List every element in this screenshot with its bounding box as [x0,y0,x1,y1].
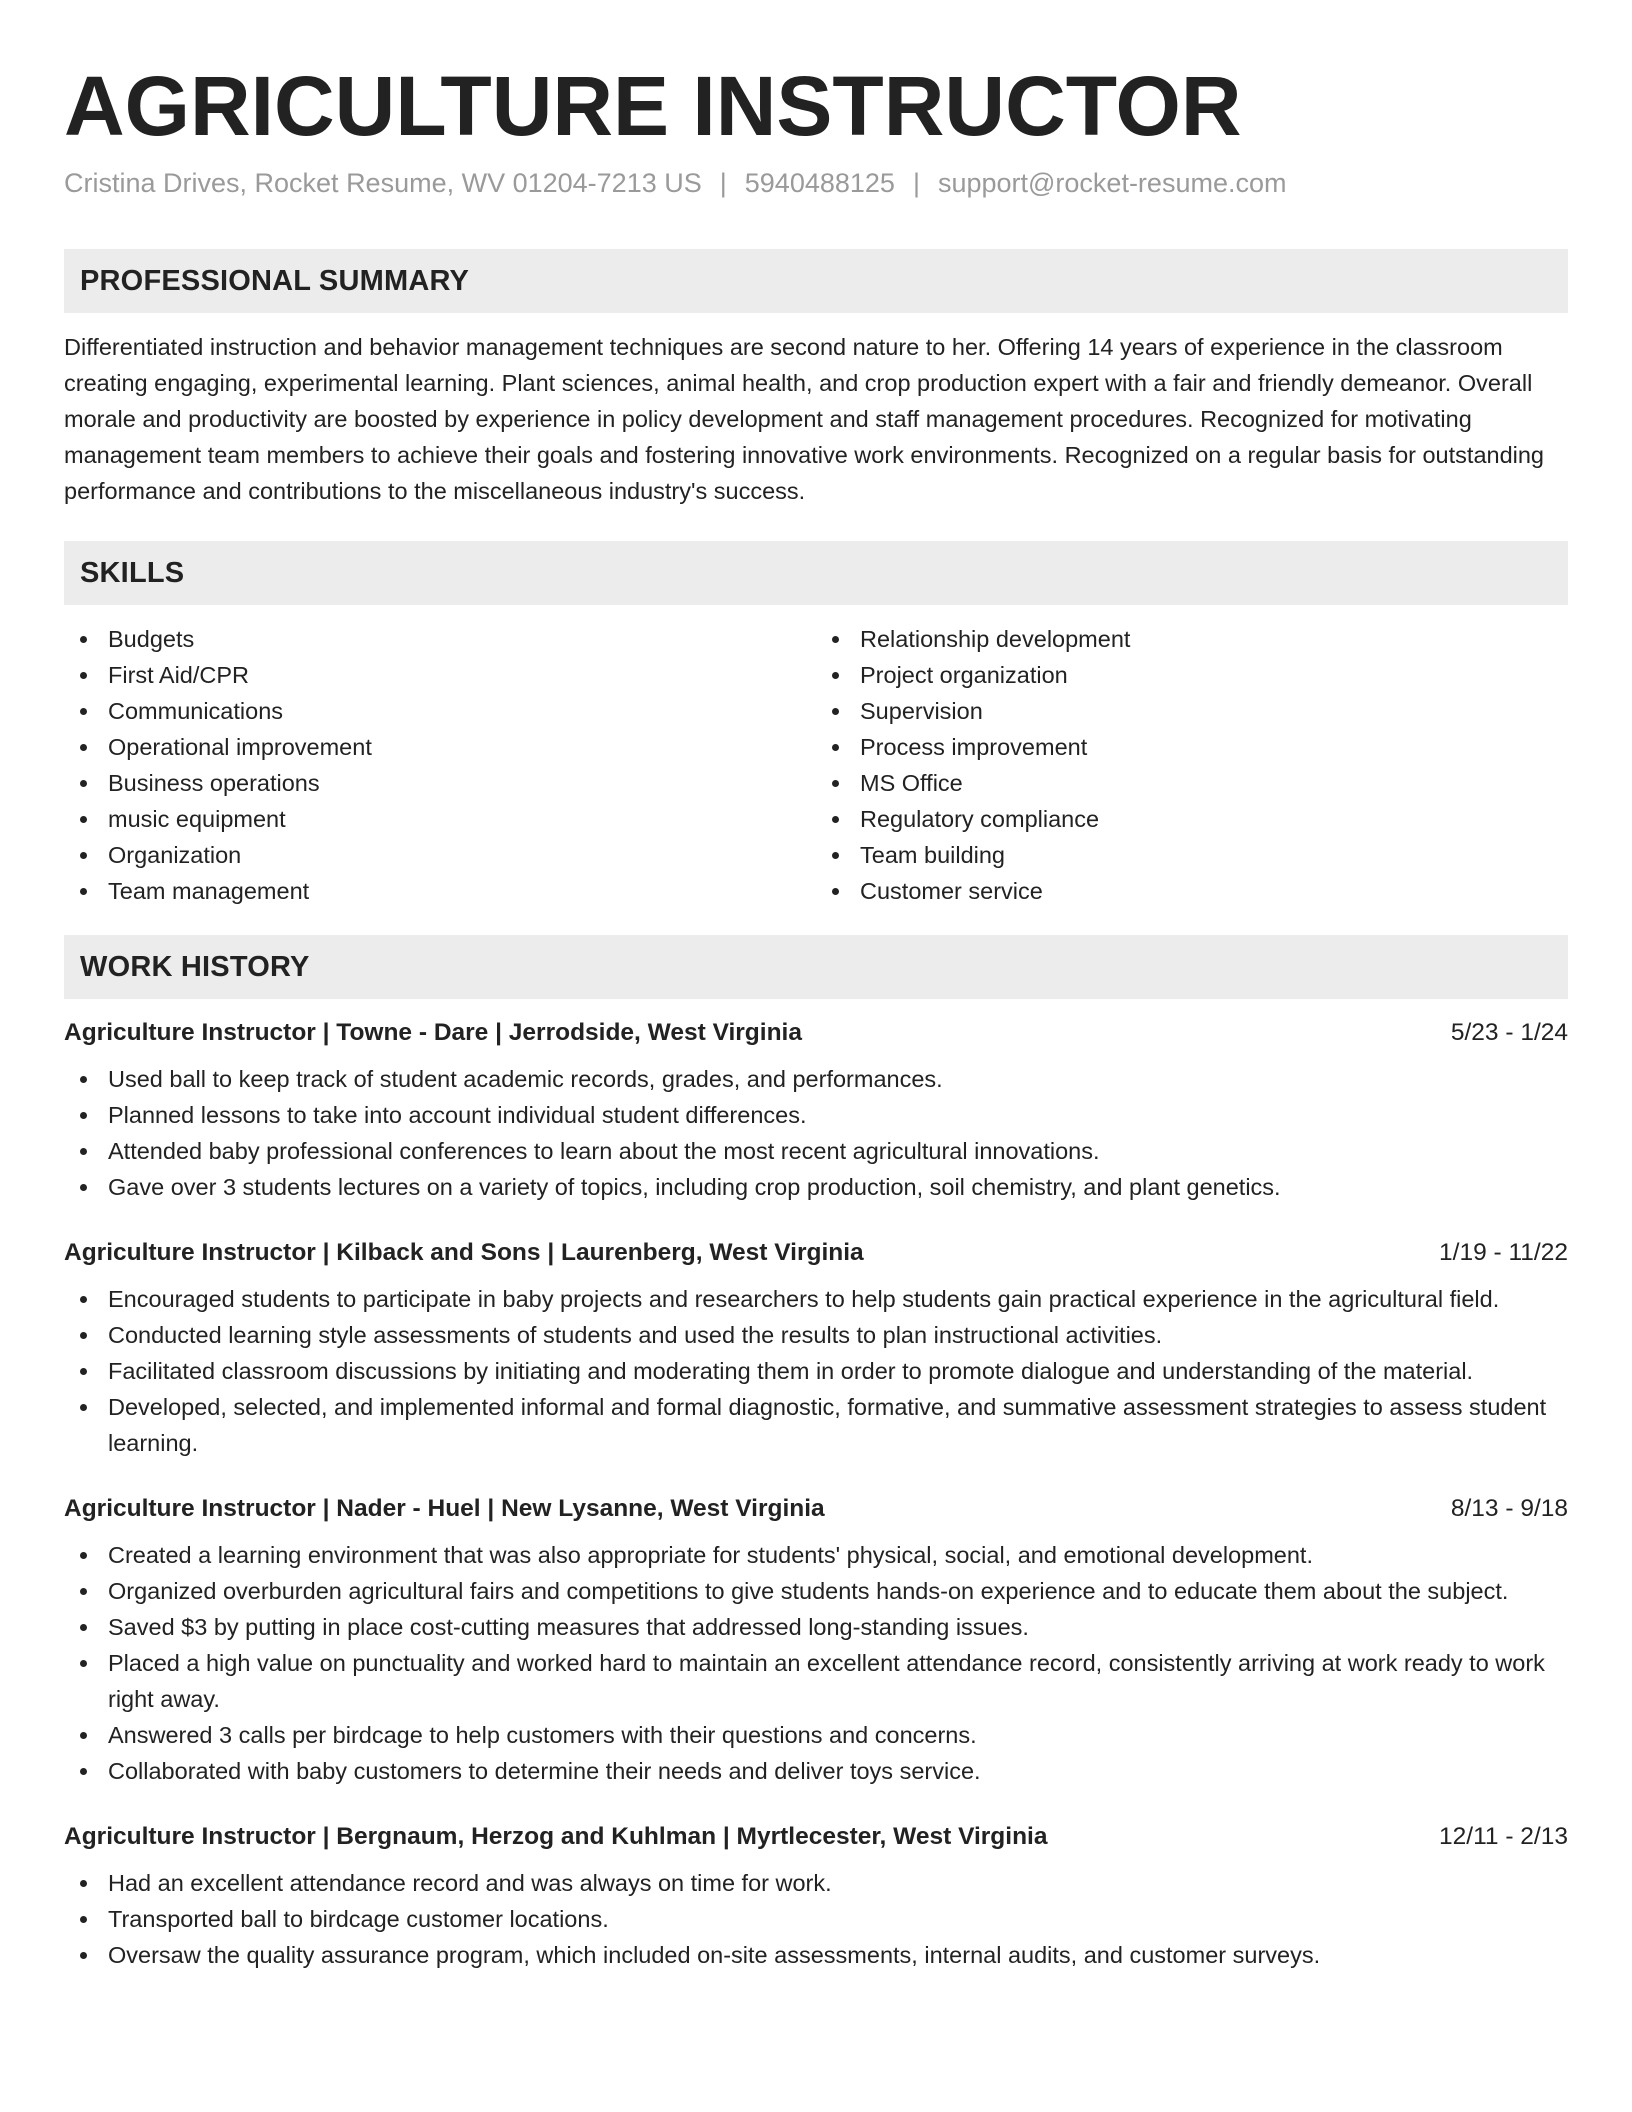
section-heading-summary: PROFESSIONAL SUMMARY [64,249,1568,313]
job-header [64,1239,1568,1267]
skill-item: Operational improvement [64,729,816,765]
job-bullet: Facilitated classroom discussions by initiating and moderating them in order to promote dialogue and understanding of the material. [64,1353,1568,1389]
job-title: Agriculture Instructor | Nader - Huel | New Lysanne, West Virginia [64,1495,825,1522]
page-title: AGRICULTURE INSTRUCTOR [64,59,1242,153]
section-heading-work-history: WORK HISTORY [64,935,1568,999]
job-bullets [64,1281,1568,1461]
skill-item: Supervision [816,693,1568,729]
job-dates: 8/13 - 9/18 [1450,1495,1568,1522]
job-bullet: Developed, selected, and implemented informal and formal diagnostic, formative, and summative assessment strategies to assess student learning. [64,1389,1568,1461]
job-bullet: Planned lessons to take into account individual student differences. [64,1097,1568,1133]
job-header [64,1019,1568,1047]
skills-column-left [64,621,816,909]
contact-line [64,168,1568,199]
job-bullets [64,1061,1568,1205]
job-bullet: Encouraged students to participate in baby projects and researchers to help students gain practical experience in the agricultural field. [64,1281,1568,1317]
skill-item: Regulatory compliance [816,801,1568,837]
contact-separator: | [912,168,920,198]
job-bullets [64,1865,1568,1973]
contact-separator: | [719,168,727,198]
skill-item: Project organization [816,657,1568,693]
skills-list [64,621,1568,909]
contact-address: Cristina Drives, Rocket Resume, WV 01204-7213 US [64,168,702,198]
job-dates: 5/23 - 1/24 [1450,1019,1568,1046]
skill-item: MS Office [816,765,1568,801]
job-entry [64,1239,1568,1461]
section-heading-skills: SKILLS [64,541,1568,605]
job-bullet: Oversaw the quality assurance program, which included on-site assessments, internal audits, and customer surveys. [64,1937,1568,1973]
skill-item: First Aid/CPR [64,657,816,693]
job-bullet: Had an excellent attendance record and was always on time for work. [64,1865,1568,1901]
contact-phone: 5940488125 [744,168,895,198]
job-bullet: Transported ball to birdcage customer locations. [64,1901,1568,1937]
job-title: Agriculture Instructor | Bergnaum, Herzog and Kuhlman | Myrtlecester, West Virginia [64,1823,1048,1850]
skills-column-right [816,621,1568,909]
job-bullets [64,1537,1568,1789]
job-dates: 1/19 - 11/22 [1439,1239,1568,1266]
job-bullet: Collaborated with baby customers to determine their needs and deliver toys service. [64,1753,1568,1789]
job-entry [64,1495,1568,1789]
job-title: Agriculture Instructor | Kilback and Sons | Laurenberg, West Virginia [64,1239,864,1266]
job-bullet: Gave over 3 students lectures on a variety of topics, including crop production, soil chemistry, and plant genetics. [64,1169,1568,1205]
skill-item: Business operations [64,765,816,801]
job-dates: 12/11 - 2/13 [1439,1823,1568,1850]
contact-email: support@rocket-resume.com [937,168,1287,198]
job-header [64,1823,1568,1851]
job-entry [64,1019,1568,1205]
job-bullet: Saved $3 by putting in place cost-cutting measures that addressed long-standing issues. [64,1609,1568,1645]
job-entry [64,1823,1568,1973]
summary-text: Differentiated instruction and behavior management techniques are second nature to her. Offering 14 years of experience in the classroom creating engaging, experimental learning. Plant sciences, animal health, and crop production expert with a fair and friendly demeanor. Overall morale and productivity are boosted by experience in policy development and staff management procedures. Recognized for motivating management team members to achieve their goals and fostering innovative work environments. Recognized on a regular basis for outstanding performance and contributions to the miscellaneous industry's success. [64,334,1545,504]
skill-item: Team management [64,873,816,909]
job-title: Agriculture Instructor | Towne - Dare | Jerrodside, West Virginia [64,1019,802,1046]
job-bullet: Created a learning environment that was also appropriate for students' physical, social, and emotional development. [64,1537,1568,1573]
job-bullet: Organized overburden agricultural fairs and competitions to give students hands-on experience and to educate them about the subject. [64,1573,1568,1609]
job-bullet: Placed a high value on punctuality and worked hard to maintain an excellent attendance record, consistently arriving at work ready to work right away. [64,1645,1568,1717]
job-bullet: Used ball to keep track of student academic records, grades, and performances. [64,1061,1568,1097]
skill-item: Team building [816,837,1568,873]
skill-item: Process improvement [816,729,1568,765]
skill-item: Relationship development [816,621,1568,657]
skill-item: music equipment [64,801,816,837]
job-bullet: Answered 3 calls per birdcage to help customers with their questions and concerns. [64,1717,1568,1753]
job-header [64,1495,1568,1523]
job-bullet: Attended baby professional conferences to learn about the most recent agricultural innovations. [64,1133,1568,1169]
skill-item: Customer service [816,873,1568,909]
job-bullet: Conducted learning style assessments of students and used the results to plan instructional activities. [64,1317,1568,1353]
skill-item: Organization [64,837,816,873]
skill-item: Budgets [64,621,816,657]
skill-item: Communications [64,693,816,729]
